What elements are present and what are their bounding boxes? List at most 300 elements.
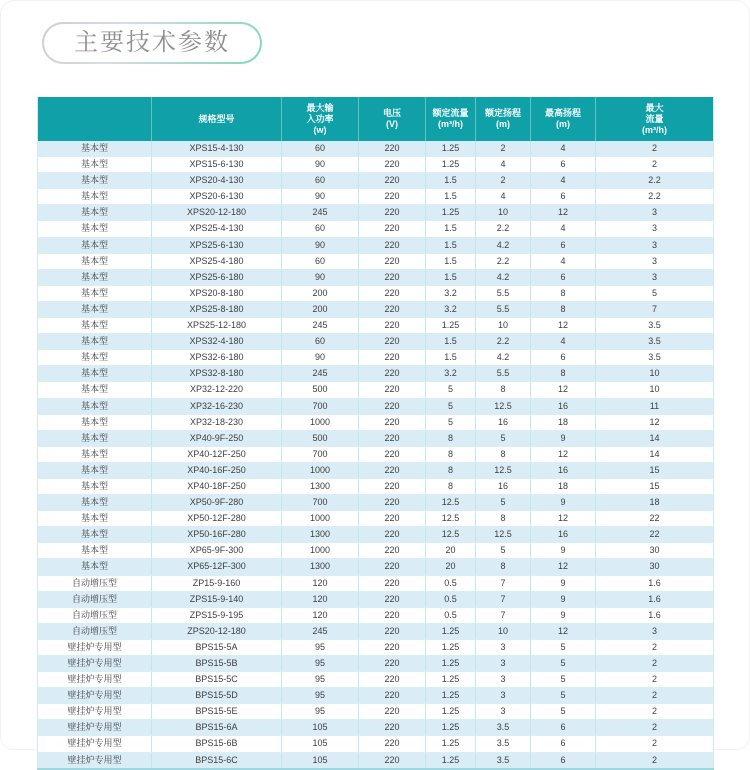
table-cell-type: 基本型 <box>38 462 152 478</box>
table-cell-type: 自动增压型 <box>38 591 152 607</box>
table-cell-max-flow: 2 <box>596 141 714 157</box>
table-cell-model: XPS20-8-180 <box>152 285 282 301</box>
table-cell-model: XP50-12F-280 <box>152 511 282 527</box>
table-cell-rated-head: 16 <box>476 414 531 430</box>
table-cell-max-flow: 2 <box>596 752 714 769</box>
table-cell-rated-flow: 1.5 <box>426 269 476 285</box>
table-cell-max-head: 6 <box>531 752 596 769</box>
table-cell-type: 基本型 <box>38 511 152 527</box>
table-cell-rated-flow: 5 <box>426 414 476 430</box>
column-header-line: 电压 <box>382 108 401 118</box>
table-cell-model: BPS15-5D <box>152 688 282 704</box>
table-cell-rated-flow: 1.25 <box>426 639 476 655</box>
table-cell-max-input-power: 120 <box>282 591 359 607</box>
table-cell-rated-flow: 1.5 <box>426 350 476 366</box>
table-cell-type: 基本型 <box>38 205 152 221</box>
table-cell-model: XPS32-6-180 <box>152 350 282 366</box>
column-header-max-head <box>531 97 596 141</box>
table-cell-voltage: 220 <box>359 253 426 269</box>
table-cell-voltage: 220 <box>359 205 426 221</box>
table-cell-max-flow: 30 <box>596 543 714 559</box>
table-cell-voltage: 220 <box>359 752 426 769</box>
table-cell-max-head: 6 <box>531 350 596 366</box>
table-row <box>38 350 714 366</box>
table-cell-rated-flow: 1.25 <box>426 318 476 334</box>
table-cell-type: 基本型 <box>38 221 152 237</box>
table-cell-rated-flow: 12.5 <box>426 511 476 527</box>
table-cell-max-flow: 1.6 <box>596 575 714 591</box>
table-cell-max-input-power: 60 <box>282 253 359 269</box>
table-cell-rated-head: 3.5 <box>476 752 531 769</box>
table-cell-rated-flow: 3.2 <box>426 285 476 301</box>
table-cell-max-head: 6 <box>531 189 596 205</box>
table-cell-rated-flow: 8 <box>426 478 476 494</box>
column-header-line: (V) <box>386 119 398 129</box>
table-cell-rated-head: 2 <box>476 141 531 157</box>
table-cell-type: 基本型 <box>38 382 152 398</box>
table-body <box>38 141 714 769</box>
table-row <box>38 543 714 559</box>
table-cell-rated-head: 4 <box>476 157 531 173</box>
table-cell-rated-head: 4.2 <box>476 237 531 253</box>
table-cell-model: XPS32-4-180 <box>152 334 282 350</box>
table-cell-model: ZP15-9-160 <box>152 575 282 591</box>
table-cell-max-flow: 1.6 <box>596 591 714 607</box>
table-cell-rated-flow: 1.25 <box>426 720 476 736</box>
column-header-line: (m) <box>496 119 510 129</box>
table-cell-model: XP40-12F-250 <box>152 446 282 462</box>
table-cell-voltage: 220 <box>359 591 426 607</box>
table-cell-max-flow: 2 <box>596 639 714 655</box>
table-row <box>38 334 714 350</box>
table-cell-max-flow: 2 <box>596 157 714 173</box>
table-cell-type: 基本型 <box>38 350 152 366</box>
table-cell-max-head: 9 <box>531 607 596 623</box>
table-cell-model: BPS15-5A <box>152 639 282 655</box>
table-cell-max-flow: 30 <box>596 559 714 575</box>
table-cell-voltage: 220 <box>359 269 426 285</box>
table-cell-rated-flow: 1.5 <box>426 221 476 237</box>
table-cell-max-input-power: 90 <box>282 189 359 205</box>
table-cell-max-input-power: 1300 <box>282 559 359 575</box>
table-row <box>38 688 714 704</box>
table-cell-max-head: 12 <box>531 382 596 398</box>
table-cell-max-head: 6 <box>531 269 596 285</box>
table-cell-rated-head: 4.2 <box>476 350 531 366</box>
table-row <box>38 318 714 334</box>
table-cell-type: 自动增压型 <box>38 607 152 623</box>
table-cell-max-flow: 3 <box>596 205 714 221</box>
table-cell-max-head: 5 <box>531 704 596 720</box>
table-cell-rated-head: 8 <box>476 511 531 527</box>
table-cell-max-input-power: 500 <box>282 382 359 398</box>
table-row <box>38 398 714 414</box>
table-cell-rated-head: 2.2 <box>476 253 531 269</box>
table-cell-max-head: 6 <box>531 736 596 752</box>
table-cell-model: XPS25-12-180 <box>152 318 282 334</box>
table-cell-model: ZPS15-9-195 <box>152 607 282 623</box>
table-cell-max-flow: 14 <box>596 430 714 446</box>
table-row <box>38 366 714 382</box>
table-cell-voltage: 220 <box>359 318 426 334</box>
table-cell-model: XPS20-4-130 <box>152 173 282 189</box>
table-cell-max-flow: 2 <box>596 672 714 688</box>
table-cell-rated-head: 2.2 <box>476 334 531 350</box>
table-cell-voltage: 220 <box>359 157 426 173</box>
table-cell-model: XPS32-8-180 <box>152 366 282 382</box>
table-cell-max-flow: 15 <box>596 478 714 494</box>
table-row <box>38 575 714 591</box>
table-cell-voltage: 220 <box>359 414 426 430</box>
column-header-model <box>152 97 282 141</box>
table-cell-max-input-power: 95 <box>282 672 359 688</box>
table-cell-max-flow: 22 <box>596 511 714 527</box>
table-cell-max-head: 9 <box>531 495 596 511</box>
column-header-line: 最大输 <box>306 102 334 113</box>
table-cell-type: 基本型 <box>38 495 152 511</box>
table-cell-model: BPS15-6A <box>152 720 282 736</box>
table-cell-max-input-power: 120 <box>282 575 359 591</box>
table-cell-max-head: 9 <box>531 430 596 446</box>
column-header-type <box>38 97 152 141</box>
table-cell-type: 基本型 <box>38 414 152 430</box>
table-cell-rated-head: 4.2 <box>476 269 531 285</box>
table-cell-rated-head: 3.5 <box>476 736 531 752</box>
table-row <box>38 527 714 543</box>
table-cell-rated-head: 12.5 <box>476 462 531 478</box>
table-row <box>38 672 714 688</box>
table-cell-model: XPS15-4-130 <box>152 141 282 157</box>
table-cell-voltage: 220 <box>359 301 426 317</box>
table-cell-max-head: 5 <box>531 688 596 704</box>
table-cell-max-input-power: 105 <box>282 736 359 752</box>
table-cell-type: 基本型 <box>38 527 152 543</box>
table-cell-rated-head: 2.2 <box>476 221 531 237</box>
table-row <box>38 607 714 623</box>
table-cell-max-input-power: 245 <box>282 366 359 382</box>
table-cell-rated-head: 8 <box>476 446 531 462</box>
column-header-line: 规格型号 <box>198 113 235 124</box>
table-cell-model: BPS15-5E <box>152 704 282 720</box>
table-cell-model: XPS25-4-180 <box>152 253 282 269</box>
table-cell-rated-head: 7 <box>476 607 531 623</box>
column-header-rated-flow <box>426 97 476 141</box>
table-cell-voltage: 220 <box>359 639 426 655</box>
spec-table <box>37 97 714 770</box>
table-cell-rated-head: 3 <box>476 704 531 720</box>
column-header-rated-head <box>476 97 531 141</box>
table-cell-max-input-power: 1000 <box>282 462 359 478</box>
table-cell-rated-flow: 1.25 <box>426 157 476 173</box>
table-cell-model: XP32-16-230 <box>152 398 282 414</box>
table-cell-max-head: 12 <box>531 559 596 575</box>
table-cell-rated-flow: 1.5 <box>426 334 476 350</box>
table-row <box>38 752 714 769</box>
table-cell-max-input-power: 700 <box>282 495 359 511</box>
table-cell-rated-head: 5.5 <box>476 285 531 301</box>
table-cell-max-head: 6 <box>531 157 596 173</box>
table-cell-max-head: 18 <box>531 478 596 494</box>
table-row <box>38 253 714 269</box>
table-cell-rated-head: 3 <box>476 672 531 688</box>
table-cell-voltage: 220 <box>359 607 426 623</box>
table-row <box>38 511 714 527</box>
table-cell-max-head: 9 <box>531 543 596 559</box>
table-cell-type: 自动增压型 <box>38 575 152 591</box>
table-cell-max-input-power: 1300 <box>282 527 359 543</box>
column-header-line: (w) <box>313 124 327 135</box>
table-cell-max-flow: 2 <box>596 704 714 720</box>
table-cell-max-flow: 3.5 <box>596 334 714 350</box>
table-cell-rated-head: 8 <box>476 382 531 398</box>
table-row <box>38 623 714 639</box>
table-cell-type: 基本型 <box>38 398 152 414</box>
table-cell-max-head: 4 <box>531 253 596 269</box>
table-cell-max-input-power: 90 <box>282 157 359 173</box>
table-cell-max-flow: 3.5 <box>596 350 714 366</box>
table-cell-rated-head: 5 <box>476 543 531 559</box>
table-cell-max-flow: 11 <box>596 398 714 414</box>
table-cell-voltage: 220 <box>359 527 426 543</box>
table-cell-max-input-power: 200 <box>282 285 359 301</box>
table-cell-model: XPS20-6-130 <box>152 189 282 205</box>
table-cell-max-head: 8 <box>531 366 596 382</box>
table-row <box>38 639 714 655</box>
table-cell-max-input-power: 700 <box>282 398 359 414</box>
table-cell-max-head: 8 <box>531 301 596 317</box>
table-cell-rated-flow: 1.5 <box>426 189 476 205</box>
table-cell-rated-head: 5 <box>476 495 531 511</box>
table-cell-max-flow: 15 <box>596 462 714 478</box>
table-cell-type: 基本型 <box>38 430 152 446</box>
table-cell-model: XP32-18-230 <box>152 414 282 430</box>
table-cell-type: 自动增压型 <box>38 623 152 639</box>
column-header-line: (m³/h) <box>438 119 463 129</box>
table-cell-max-head: 12 <box>531 623 596 639</box>
table-cell-model: XP40-16F-250 <box>152 462 282 478</box>
column-header-line: 最大 <box>645 102 664 113</box>
table-cell-model: XP65-9F-300 <box>152 543 282 559</box>
table-cell-max-input-power: 60 <box>282 221 359 237</box>
table-cell-max-head: 4 <box>531 173 596 189</box>
table-cell-max-head: 6 <box>531 720 596 736</box>
table-row <box>38 656 714 672</box>
table-cell-model: XPS25-4-130 <box>152 221 282 237</box>
table-cell-max-input-power: 90 <box>282 269 359 285</box>
table-cell-max-head: 5 <box>531 672 596 688</box>
table-cell-voltage: 220 <box>359 688 426 704</box>
table-cell-max-head: 12 <box>531 205 596 221</box>
table-cell-rated-head: 5.5 <box>476 301 531 317</box>
table-cell-rated-flow: 8 <box>426 430 476 446</box>
column-header-line: 额定流量 <box>432 108 469 118</box>
table-cell-rated-flow: 8 <box>426 446 476 462</box>
table-cell-max-input-power: 200 <box>282 301 359 317</box>
table-cell-type: 壁挂炉专用型 <box>38 736 152 752</box>
table-cell-voltage: 220 <box>359 720 426 736</box>
table-row <box>38 205 714 221</box>
table-cell-rated-flow: 0.5 <box>426 575 476 591</box>
table-cell-model: BPS15-6C <box>152 752 282 769</box>
table-cell-max-head: 16 <box>531 462 596 478</box>
table-cell-max-input-power: 105 <box>282 752 359 769</box>
column-header-line: 流量 <box>645 113 664 124</box>
table-cell-type: 基本型 <box>38 301 152 317</box>
table-row <box>38 591 714 607</box>
table-cell-max-head: 18 <box>531 414 596 430</box>
table-cell-rated-head: 5.5 <box>476 366 531 382</box>
table-cell-type: 壁挂炉专用型 <box>38 720 152 736</box>
table-cell-max-input-power: 1000 <box>282 414 359 430</box>
table-row <box>38 189 714 205</box>
table-cell-voltage: 220 <box>359 334 426 350</box>
table-row <box>38 704 714 720</box>
column-header-line: (m) <box>556 119 570 129</box>
table-cell-voltage: 220 <box>359 382 426 398</box>
table-cell-voltage: 220 <box>359 221 426 237</box>
table-cell-type: 基本型 <box>38 446 152 462</box>
table-cell-model: XP50-9F-280 <box>152 495 282 511</box>
column-header-max-input-power <box>282 97 359 141</box>
table-row <box>38 446 714 462</box>
table-cell-model: XP40-18F-250 <box>152 478 282 494</box>
table-cell-rated-flow: 3.2 <box>426 301 476 317</box>
table-cell-rated-head: 10 <box>476 318 531 334</box>
table-cell-type: 壁挂炉专用型 <box>38 704 152 720</box>
table-cell-rated-head: 12.5 <box>476 527 531 543</box>
table-cell-max-input-power: 95 <box>282 639 359 655</box>
column-header-line: 最高扬程 <box>544 108 581 118</box>
table-cell-voltage: 220 <box>359 350 426 366</box>
table-row <box>38 495 714 511</box>
table-cell-model: XPS25-8-180 <box>152 301 282 317</box>
table-cell-rated-flow: 1.5 <box>426 253 476 269</box>
table-cell-max-input-power: 120 <box>282 607 359 623</box>
table-cell-rated-head: 10 <box>476 205 531 221</box>
table-cell-voltage: 220 <box>359 446 426 462</box>
table-cell-model: XP50-16F-280 <box>152 527 282 543</box>
table-cell-voltage: 220 <box>359 623 426 639</box>
table-cell-max-head: 4 <box>531 221 596 237</box>
table-cell-max-input-power: 95 <box>282 688 359 704</box>
table-cell-rated-head: 7 <box>476 575 531 591</box>
table-cell-rated-flow: 1.25 <box>426 141 476 157</box>
table-cell-type: 基本型 <box>38 366 152 382</box>
table-cell-max-flow: 3 <box>596 269 714 285</box>
table-cell-max-flow: 3.5 <box>596 318 714 334</box>
column-header-voltage <box>359 97 426 141</box>
table-cell-max-flow: 2 <box>596 736 714 752</box>
table-cell-max-flow: 3 <box>596 221 714 237</box>
table-cell-voltage: 220 <box>359 237 426 253</box>
table-cell-model: XPS25-6-180 <box>152 269 282 285</box>
table-cell-max-input-power: 500 <box>282 430 359 446</box>
table-cell-rated-head: 3 <box>476 688 531 704</box>
table-cell-max-flow: 12 <box>596 414 714 430</box>
table-cell-rated-flow: 5 <box>426 398 476 414</box>
table-cell-max-head: 12 <box>531 446 596 462</box>
table-row <box>38 478 714 494</box>
table-cell-max-flow: 10 <box>596 366 714 382</box>
table-cell-max-input-power: 1000 <box>282 511 359 527</box>
table-cell-max-flow: 5 <box>596 285 714 301</box>
table-row <box>38 301 714 317</box>
table-cell-rated-head: 2 <box>476 173 531 189</box>
table-cell-rated-head: 3 <box>476 639 531 655</box>
table-cell-rated-head: 10 <box>476 623 531 639</box>
table-cell-model: ZPS20-12-180 <box>152 623 282 639</box>
table-cell-max-input-power: 1000 <box>282 543 359 559</box>
table-cell-model: BPS15-5B <box>152 656 282 672</box>
table-cell-max-input-power: 60 <box>282 141 359 157</box>
table-cell-voltage: 220 <box>359 672 426 688</box>
table-cell-rated-flow: 1.25 <box>426 623 476 639</box>
table-cell-max-flow: 2.2 <box>596 189 714 205</box>
table-cell-rated-flow: 1.25 <box>426 704 476 720</box>
table-cell-rated-flow: 0.5 <box>426 591 476 607</box>
table-cell-type: 壁挂炉专用型 <box>38 752 152 769</box>
table-row <box>38 382 714 398</box>
table-cell-max-input-power: 700 <box>282 446 359 462</box>
table-cell-rated-flow: 0.5 <box>426 607 476 623</box>
table-header-row <box>38 97 714 141</box>
table-cell-voltage: 220 <box>359 366 426 382</box>
table-cell-rated-head: 5 <box>476 430 531 446</box>
table-cell-rated-head: 16 <box>476 478 531 494</box>
table-cell-type: 基本型 <box>38 318 152 334</box>
table-cell-rated-flow: 5 <box>426 382 476 398</box>
table-cell-voltage: 220 <box>359 141 426 157</box>
table-cell-rated-flow: 20 <box>426 559 476 575</box>
table-row <box>38 237 714 253</box>
table-cell-max-flow: 7 <box>596 301 714 317</box>
table-cell-max-input-power: 245 <box>282 318 359 334</box>
table-cell-voltage: 220 <box>359 736 426 752</box>
table-cell-max-input-power: 95 <box>282 704 359 720</box>
table-cell-max-input-power: 60 <box>282 173 359 189</box>
table-cell-type: 基本型 <box>38 141 152 157</box>
table-cell-max-flow: 22 <box>596 527 714 543</box>
table-cell-max-input-power: 105 <box>282 720 359 736</box>
table-cell-voltage: 220 <box>359 495 426 511</box>
table-row <box>38 430 714 446</box>
table-cell-model: BPS15-5C <box>152 672 282 688</box>
table-cell-max-head: 4 <box>531 334 596 350</box>
table-cell-type: 壁挂炉专用型 <box>38 688 152 704</box>
table-cell-rated-flow: 1.25 <box>426 752 476 769</box>
column-header-max-flow <box>596 97 714 141</box>
table-cell-voltage: 220 <box>359 704 426 720</box>
table-row <box>38 141 714 157</box>
table-cell-max-flow: 3 <box>596 237 714 253</box>
table-cell-type: 基本型 <box>38 559 152 575</box>
table-cell-rated-flow: 1.25 <box>426 656 476 672</box>
table-cell-voltage: 220 <box>359 173 426 189</box>
table-cell-max-flow: 14 <box>596 446 714 462</box>
table-row <box>38 173 714 189</box>
table-cell-rated-flow: 1.25 <box>426 205 476 221</box>
table-cell-max-head: 16 <box>531 527 596 543</box>
table-cell-max-flow: 3 <box>596 623 714 639</box>
table-cell-max-head: 8 <box>531 285 596 301</box>
table-cell-max-head: 4 <box>531 141 596 157</box>
table-cell-rated-flow: 1.25 <box>426 736 476 752</box>
table-cell-voltage: 220 <box>359 511 426 527</box>
table-cell-voltage: 220 <box>359 189 426 205</box>
table-cell-rated-flow: 12.5 <box>426 495 476 511</box>
table-cell-voltage: 220 <box>359 285 426 301</box>
table-cell-max-flow: 2 <box>596 656 714 672</box>
